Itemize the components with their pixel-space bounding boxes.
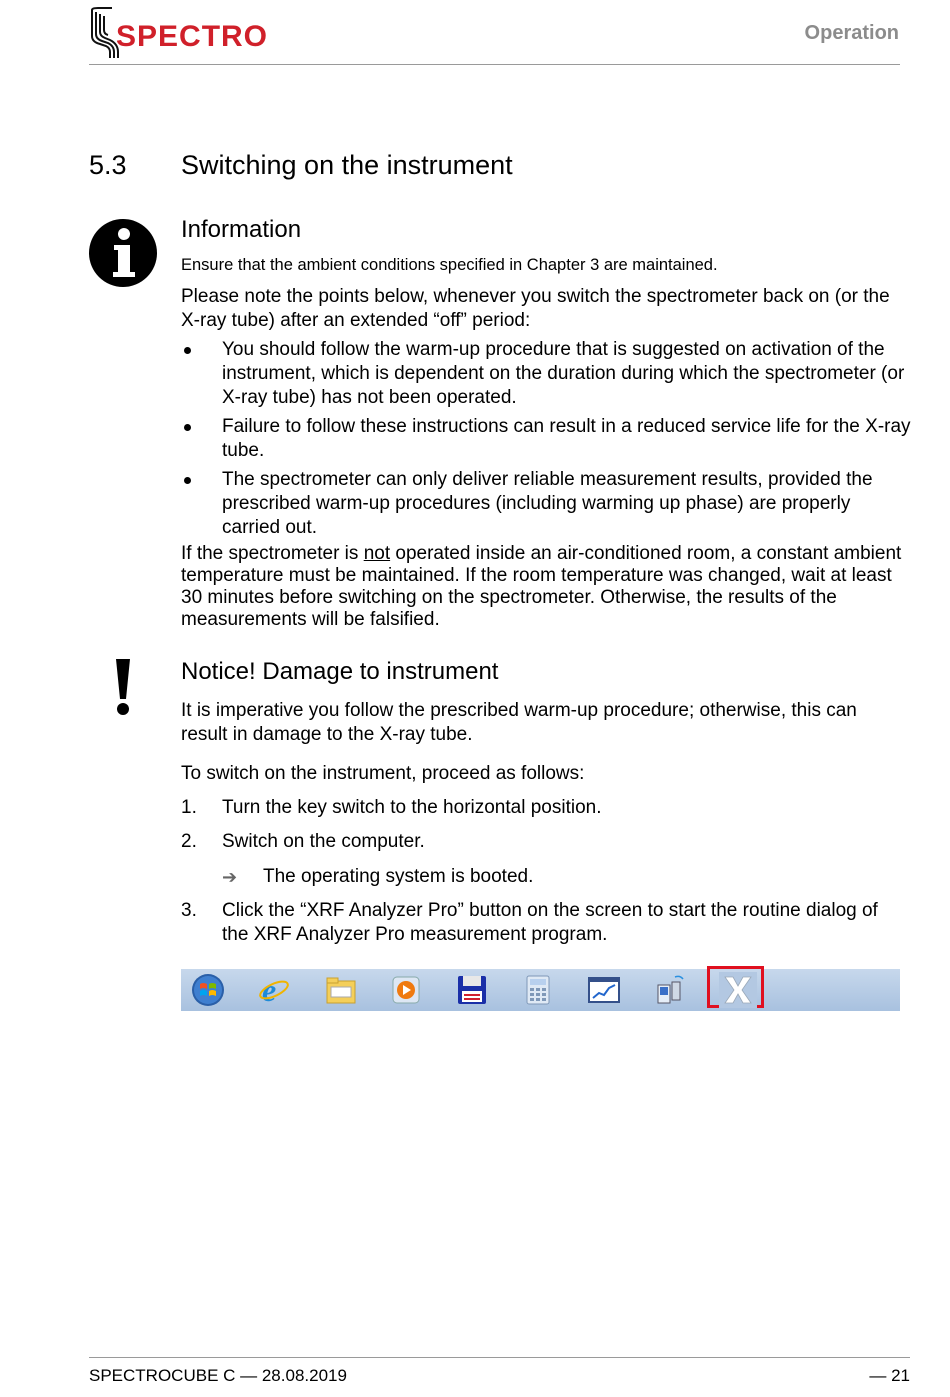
footer-document-info: SPECTROCUBE C — 28.08.2019 <box>89 1366 347 1385</box>
windows-start-icon[interactable] <box>191 973 225 1007</box>
warm-up-intro: Please note the points below, whenever you switch the spectrometer back on (or the X-ray tube) after an extended “off” period: <box>181 286 890 331</box>
svg-text:e: e <box>262 973 277 1007</box>
step-text: Switch on the computer. <box>222 831 425 852</box>
list-item <box>181 415 911 463</box>
step-number: 1. <box>181 797 197 818</box>
header-divider <box>89 64 900 65</box>
spectro-logo <box>88 6 278 60</box>
aircon-emphasis: not <box>363 543 391 564</box>
aircon-text-end: operated inside an air-conditioned room, a constant ambient temperature must be maintained. If the room temperature was changed, wait at least 30 minutes before switching on the spectrometer. Otherwise, the results of the measurements will be falsified. <box>181 543 902 630</box>
notice-heading: Notice! Damage to instrument <box>181 658 499 685</box>
footer-divider <box>89 1357 910 1358</box>
bullet-icon <box>184 347 191 354</box>
information-heading: Information <box>181 216 302 243</box>
bullet-text: Failure to follow these instructions can result in a reduced service life for the X-ray tube. <box>222 416 911 461</box>
chart-app-icon[interactable] <box>587 973 621 1007</box>
step-result <box>222 865 533 889</box>
save-icon[interactable] <box>455 973 489 1007</box>
section-title: Switching on the instrument <box>181 150 513 180</box>
notice-text: It is imperative you follow the prescribed warm-up procedure; otherwise, this can result in damage to the X-ray tube. <box>181 700 857 745</box>
network-device-icon[interactable] <box>653 973 687 1007</box>
footer-page-number: — 21 <box>869 1366 910 1385</box>
result-text: The operating system is booted. <box>263 866 534 887</box>
aircon-text-start: If the spectrometer is <box>181 543 364 564</box>
bullet-text: You should follow the warm-up procedure that is suggested on activation of the instrument, which is dependent on the duration during which the spectrometer (or X-ray tube) has not been operated. <box>222 339 905 408</box>
media-player-icon[interactable] <box>389 973 423 1007</box>
procedure-intro: To switch on the instrument, proceed as follows: <box>181 763 585 784</box>
step-text: Click the “XRF Analyzer Pro” button on the screen to start the routine dialog of the XRF Analyzer Pro measurement program. <box>222 900 878 945</box>
windows-taskbar <box>181 969 900 1011</box>
procedure-step <box>181 830 905 854</box>
xrf-analyzer-pro-icon[interactable] <box>719 972 757 1008</box>
warm-up-bullet-list <box>181 338 911 545</box>
procedure-step <box>181 796 905 820</box>
bullet-icon <box>184 477 191 484</box>
exclamation-icon <box>113 657 133 717</box>
information-icon <box>89 219 157 287</box>
list-item <box>181 338 911 410</box>
step-number: 2. <box>181 831 197 852</box>
bullet-icon <box>184 424 191 431</box>
file-explorer-icon[interactable] <box>324 973 358 1007</box>
section-number: 5.3 <box>89 150 127 180</box>
header-section-title: Operation <box>804 22 899 44</box>
step-text: Turn the key switch to the horizontal position. <box>222 797 602 818</box>
air-conditioning-paragraph <box>181 543 905 631</box>
bullet-text: The spectrometer can only deliver reliable measurement results, provided the prescribed warm-up procedures (including warming up phase) are properly carried out. <box>222 469 873 538</box>
step-number: 3. <box>181 900 197 921</box>
result-arrow-icon: ➔ <box>222 867 238 887</box>
calculator-icon[interactable] <box>521 973 555 1007</box>
list-item <box>181 468 911 540</box>
procedure-step <box>181 899 905 947</box>
information-ensure-text: Ensure that the ambient conditions specified in Chapter 3 are maintained. <box>181 256 718 274</box>
brand-wordmark: SPECTRO <box>116 20 269 53</box>
internet-explorer-icon[interactable] <box>257 973 291 1007</box>
